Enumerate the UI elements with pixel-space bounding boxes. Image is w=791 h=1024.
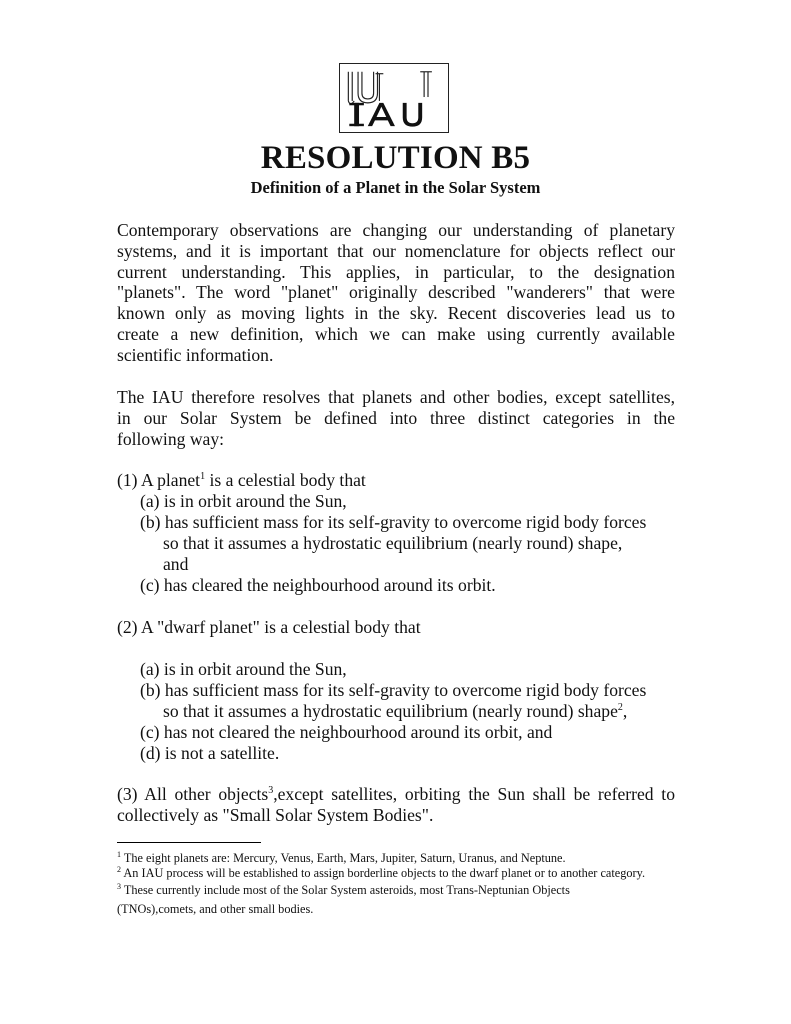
section3-end: ,except satellites, orbiting the Sun shall be referred to (273, 784, 675, 804)
footnote-divider (117, 842, 261, 843)
resolve-line: following way: (117, 428, 225, 449)
section1-heading (117, 470, 366, 491)
page-subtitle: Definition of a Planet in the Solar System (250, 178, 541, 197)
footnote-number: 2 (117, 865, 121, 874)
resolve-line: in our Solar System be defined into three distinct categories in the (117, 407, 675, 428)
section1-item-a: (a) is in orbit around the Sun, (140, 491, 347, 511)
resolve-paragraph (117, 387, 675, 449)
section1-item-b: (b) has sufficient mass for its self-gravity to overcome rigid body forces (140, 512, 647, 532)
section1-item-c: (c) has cleared the neighbourhood around its orbit. (140, 575, 496, 595)
iau-logo (339, 63, 449, 133)
footnote-text: An IAU process will be established to assign borderline objects to the dwarf planet or to another category. (121, 866, 646, 880)
resolve-line: The IAU therefore resolves that planets and other bodies, except satellites, (117, 387, 675, 407)
intro-line: create a new definition, which we can make using currently available (117, 323, 675, 344)
intro-line: "planets". The word "planet" originally described "wanderers" that were (117, 282, 675, 303)
footnote-1 (117, 851, 566, 866)
section3-start: (3) All other objects (117, 784, 269, 804)
intro-line: Contemporary observations are changing our understanding of planetary (117, 220, 675, 240)
intro-line: systems, and it is important that our nomenclature for objects reflect our (117, 240, 675, 261)
footnote-3 (117, 883, 570, 898)
footnote-3-cont: (TNOs),comets, and other small bodies. (117, 902, 314, 916)
intro-line: scientific information. (117, 344, 274, 365)
section2-heading: (2) A "dwarf planet" is a celestial body that (117, 617, 421, 637)
section1-item-b-cont2: and (163, 554, 189, 574)
intro-line: known only as moving lights in the sky. Recent discoveries lead us to (117, 303, 675, 324)
section3-paragraph (117, 784, 675, 826)
footnote-text: The eight planets are: Mercury, Venus, Earth, Mars, Jupiter, Saturn, Uranus, and Neptune. (121, 851, 566, 865)
section2-b-tail: , (622, 701, 628, 721)
footnote-ref-3: 3 (268, 785, 274, 796)
section3-line: collectively as "Small Solar System Bodies". (117, 804, 434, 825)
section1-label: (1) A planet (117, 470, 201, 490)
iau-logo-icon (340, 64, 448, 132)
intro-paragraph (117, 220, 675, 366)
section2-item-b: (b) has sufficient mass for its self-gravity to overcome rigid body forces (140, 680, 647, 700)
section2-item-d: (d) is not a satellite. (140, 743, 280, 763)
section2-item-c: (c) has not cleared the neighbourhood around its orbit, and (140, 722, 553, 742)
section1-item-b-cont: so that it assumes a hydrostatic equilibrium (nearly round) shape, (163, 533, 623, 553)
section2-item-b-cont (163, 701, 627, 722)
footnote-text: These currently include most of the Solar System asteroids, most Trans-Neptunian Objects (121, 883, 570, 897)
footnote-ref-2: 2 (617, 702, 623, 713)
section3-line (117, 784, 675, 805)
section1-rest: is a celestial body that (205, 470, 366, 490)
page-title: RESOLUTION B5 (260, 140, 531, 176)
footnote-number: 3 (117, 882, 121, 891)
footnote-2 (117, 866, 645, 881)
intro-line: current understanding. This applies, in particular, to the designation (117, 261, 675, 282)
footnote-number: 1 (117, 850, 121, 859)
section2-item-a: (a) is in orbit around the Sun, (140, 659, 347, 679)
section2-b-text: so that it assumes a hydrostatic equilibrium (nearly round) shape (163, 701, 618, 721)
footnote-ref-1: 1 (200, 471, 206, 482)
